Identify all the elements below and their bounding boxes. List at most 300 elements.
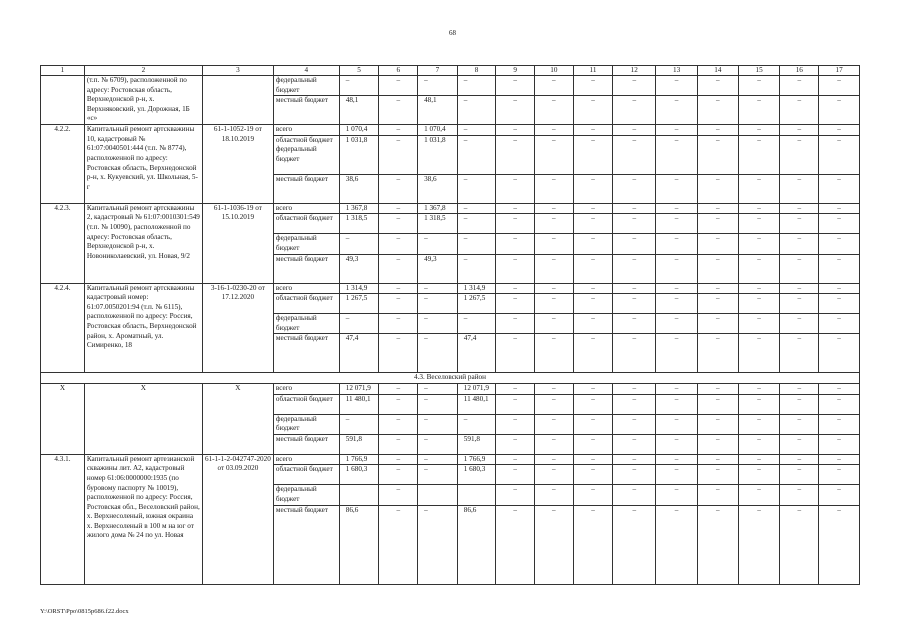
value-cell: –	[780, 434, 819, 454]
value-cell: –	[496, 96, 535, 125]
column-number-cell: 6	[379, 66, 418, 76]
value-cell: –	[535, 314, 574, 334]
value-cell: –	[656, 214, 698, 234]
value-cell: –	[738, 234, 780, 254]
column-number-cell: 12	[613, 66, 656, 76]
value-cell: –	[379, 505, 418, 584]
value-cell: –	[738, 76, 780, 96]
value-cell: –	[613, 505, 656, 584]
value-cell: –	[418, 334, 458, 373]
value-cell: –	[819, 135, 860, 174]
column-number-cell: 4	[273, 66, 339, 76]
value-cell: –	[418, 294, 458, 314]
budget-source-cell: федеральный бюджет	[273, 234, 339, 254]
value-cell: 11 480,1	[339, 394, 379, 414]
value-cell: 12 071,9	[457, 383, 496, 394]
value-cell: –	[819, 434, 860, 454]
value-cell: 86,6	[339, 505, 379, 584]
header-row	[41, 66, 860, 76]
value-cell: –	[819, 214, 860, 234]
budget-source-cell: местный бюджет	[273, 174, 339, 203]
value-cell: –	[496, 203, 535, 214]
value-cell: –	[613, 135, 656, 174]
document-reference: 61-1-1-2-042747-2020 от 03.09.2020	[202, 454, 273, 584]
value-cell: –	[697, 254, 738, 283]
value-cell: –	[613, 465, 656, 485]
value-cell: –	[780, 485, 819, 505]
value-cell: 38,6	[418, 174, 458, 203]
value-cell: –	[819, 283, 860, 294]
value-cell: –	[535, 294, 574, 314]
value-cell: –	[573, 314, 613, 334]
value-cell: –	[535, 485, 574, 505]
value-cell	[418, 485, 458, 505]
value-cell: –	[738, 254, 780, 283]
value-cell: –	[573, 465, 613, 485]
value-cell: –	[656, 505, 698, 584]
column-number-cell: 1	[41, 66, 85, 76]
value-cell: –	[573, 505, 613, 584]
value-cell: –	[496, 283, 535, 294]
value-cell: –	[780, 283, 819, 294]
value-cell: –	[656, 254, 698, 283]
value-cell: 49,3	[418, 254, 458, 283]
column-number-cell: 17	[819, 66, 860, 76]
budget-table	[40, 65, 860, 585]
value-cell: –	[780, 174, 819, 203]
value-cell: –	[457, 203, 496, 214]
document-reference: 61-1-1052-19 от 18.10.2019	[202, 125, 273, 204]
value-cell: –	[379, 76, 418, 96]
value-cell: –	[457, 254, 496, 283]
value-cell: –	[697, 234, 738, 254]
value-cell: –	[379, 434, 418, 454]
value-cell: –	[613, 394, 656, 414]
value-cell: 1 031,8	[418, 135, 458, 174]
budget-source-cell: местный бюджет	[273, 505, 339, 584]
value-cell: –	[418, 465, 458, 485]
value-cell: –	[535, 203, 574, 214]
item-number: 4.2.3.	[41, 203, 85, 283]
value-cell: –	[535, 465, 574, 485]
budget-source-cell	[273, 135, 339, 174]
value-cell: –	[819, 254, 860, 283]
value-cell: –	[379, 314, 418, 334]
value-cell: –	[738, 434, 780, 454]
value-cell: –	[339, 414, 379, 434]
value-cell: –	[697, 203, 738, 214]
value-cell: –	[613, 234, 656, 254]
value-cell: –	[738, 283, 780, 294]
value-cell: –	[496, 394, 535, 414]
value-cell: 1 267,5	[457, 294, 496, 314]
value-cell: –	[379, 454, 418, 465]
value-cell: –	[379, 125, 418, 136]
table-row	[41, 76, 860, 96]
value-cell: –	[379, 283, 418, 294]
value-cell: –	[819, 294, 860, 314]
value-cell: –	[780, 454, 819, 465]
value-cell: –	[457, 125, 496, 136]
value-cell: –	[457, 414, 496, 434]
value-cell: –	[656, 485, 698, 505]
value-cell: –	[379, 135, 418, 174]
value-cell: –	[656, 135, 698, 174]
value-cell: –	[780, 96, 819, 125]
value-cell: –	[697, 485, 738, 505]
value-cell: –	[697, 465, 738, 485]
column-number-cell: 3	[202, 66, 273, 76]
value-cell: –	[819, 485, 860, 505]
value-cell: –	[613, 214, 656, 234]
budget-source-extra: федеральный бюджет	[275, 145, 317, 163]
value-cell: –	[819, 465, 860, 485]
item-number: 4.3.1.	[41, 454, 85, 584]
budget-source-cell: местный бюджет	[273, 96, 339, 125]
budget-source-cell: всего	[273, 454, 339, 465]
budget-source-label: областной бюджет	[275, 135, 333, 144]
value-cell: 1 367,8	[418, 203, 458, 214]
value-cell: 591,8	[457, 434, 496, 454]
budget-source-cell: всего	[273, 125, 339, 136]
column-number-cell: 15	[738, 66, 780, 76]
value-cell	[457, 485, 496, 505]
value-cell: –	[535, 505, 574, 584]
value-cell: –	[418, 314, 458, 334]
column-number-cell: 7	[418, 66, 458, 76]
value-cell: –	[738, 414, 780, 434]
value-cell: –	[535, 125, 574, 136]
document-reference: 3-16-1-0230-20 от 17.12.2020	[202, 283, 273, 373]
value-cell: –	[819, 234, 860, 254]
value-cell: –	[496, 414, 535, 434]
value-cell: –	[656, 283, 698, 294]
value-cell: –	[780, 505, 819, 584]
value-cell: –	[535, 214, 574, 234]
value-cell: –	[379, 383, 418, 394]
value-cell: –	[573, 214, 613, 234]
value-cell: –	[379, 214, 418, 234]
column-number-cell: 8	[457, 66, 496, 76]
x-mark: Х	[84, 383, 202, 454]
value-cell: –	[738, 394, 780, 414]
value-cell: –	[535, 135, 574, 174]
value-cell: –	[379, 414, 418, 434]
value-cell: 1 766,9	[339, 454, 379, 465]
value-cell: 11 480,1	[457, 394, 496, 414]
value-cell: –	[656, 414, 698, 434]
value-cell: –	[738, 96, 780, 125]
table-cell	[41, 76, 85, 125]
value-cell: –	[780, 465, 819, 485]
value-cell: –	[738, 334, 780, 373]
budget-source-cell: всего	[273, 203, 339, 214]
value-cell: –	[418, 234, 458, 254]
value-cell: –	[457, 76, 496, 96]
value-cell: –	[496, 454, 535, 465]
value-cell: –	[496, 434, 535, 454]
budget-source-cell: федеральный бюджет	[273, 485, 339, 505]
value-cell: –	[573, 334, 613, 373]
value-cell: –	[780, 203, 819, 214]
value-cell: –	[738, 485, 780, 505]
value-cell: 12 071,9	[339, 383, 379, 394]
value-cell: 47,4	[339, 334, 379, 373]
value-cell: –	[656, 465, 698, 485]
value-cell: –	[819, 203, 860, 214]
item-number: 4.2.4.	[41, 283, 85, 373]
value-cell: –	[780, 314, 819, 334]
value-cell: 1 766,9	[457, 454, 496, 465]
value-cell: –	[697, 314, 738, 334]
value-cell: –	[656, 234, 698, 254]
column-number-cell: 11	[573, 66, 613, 76]
value-cell: –	[738, 454, 780, 465]
value-cell: –	[535, 434, 574, 454]
value-cell: –	[613, 485, 656, 505]
value-cell: –	[613, 76, 656, 96]
value-cell: –	[780, 383, 819, 394]
value-cell: –	[613, 434, 656, 454]
budget-source-cell: всего	[273, 383, 339, 394]
table-row	[41, 125, 860, 136]
value-cell: –	[379, 485, 418, 505]
value-cell: –	[738, 174, 780, 203]
value-cell: 1 318,5	[418, 214, 458, 234]
value-cell: 38,6	[339, 174, 379, 203]
value-cell: 1 070,4	[339, 125, 379, 136]
column-number-cell: 2	[84, 66, 202, 76]
value-cell: –	[379, 174, 418, 203]
value-cell: 1 367,8	[339, 203, 379, 214]
value-cell	[339, 485, 379, 505]
value-cell: –	[697, 334, 738, 373]
value-cell: –	[613, 254, 656, 283]
value-cell: –	[535, 383, 574, 394]
value-cell: –	[535, 283, 574, 294]
value-cell: –	[780, 294, 819, 314]
value-cell: –	[535, 414, 574, 434]
table-row	[41, 383, 860, 394]
value-cell: 1 031,8	[339, 135, 379, 174]
value-cell: –	[535, 394, 574, 414]
value-cell: 1 314,9	[339, 283, 379, 294]
value-cell: –	[697, 505, 738, 584]
item-number: 4.2.2.	[41, 125, 85, 204]
value-cell: –	[738, 125, 780, 136]
budget-source-cell: федеральный бюджет	[273, 76, 339, 96]
column-number-cell: 14	[697, 66, 738, 76]
value-cell: –	[535, 254, 574, 283]
value-cell: –	[496, 234, 535, 254]
value-cell: –	[457, 234, 496, 254]
value-cell: –	[573, 174, 613, 203]
value-cell: –	[573, 203, 613, 214]
value-cell: 1 680,3	[339, 465, 379, 485]
value-cell: –	[573, 283, 613, 294]
value-cell: 48,1	[418, 96, 458, 125]
value-cell: –	[780, 254, 819, 283]
value-cell: 1 267,5	[339, 294, 379, 314]
section-row	[41, 373, 860, 384]
value-cell: –	[496, 125, 535, 136]
column-number-cell: 10	[535, 66, 574, 76]
object-description: Капитальный ремонт артскважины кадастровый номер: 61:07.0050201:94 (т.п. № 6115), расположенной по адресу: Россия, Ростовская область, Верхнедонской район, х. Ароматный, ул. Симиренко, 18	[84, 283, 202, 373]
value-cell: –	[457, 135, 496, 174]
table-cell	[202, 76, 273, 125]
value-cell: –	[656, 454, 698, 465]
value-cell: –	[496, 334, 535, 373]
value-cell: –	[418, 414, 458, 434]
section-heading: 4.3. Веселовский район	[41, 373, 860, 384]
value-cell: –	[573, 394, 613, 414]
value-cell: –	[535, 454, 574, 465]
value-cell: –	[379, 254, 418, 283]
value-cell: 1 318,5	[339, 214, 379, 234]
value-cell: –	[573, 485, 613, 505]
value-cell: –	[379, 334, 418, 373]
value-cell: –	[535, 234, 574, 254]
budget-source-cell: местный бюджет	[273, 434, 339, 454]
value-cell: –	[457, 174, 496, 203]
value-cell: –	[738, 294, 780, 314]
value-cell: –	[535, 174, 574, 203]
value-cell: –	[496, 485, 535, 505]
value-cell: –	[573, 234, 613, 254]
value-cell: –	[819, 383, 860, 394]
value-cell: –	[656, 394, 698, 414]
value-cell: –	[535, 334, 574, 373]
column-number-cell: 5	[339, 66, 379, 76]
value-cell: –	[656, 174, 698, 203]
value-cell: –	[418, 283, 458, 294]
value-cell: –	[738, 214, 780, 234]
object-description: Капитальный ремонт артскважины 10, кадастровый № 61:07:0040501:444 (т.п. № 8774), расположенной по адресу: Ростовская область, Верхнедонской р-н, х. Кукуевский, ул. Школьная, 5-г	[84, 125, 202, 204]
footer-file-path: Y:\ORST\Ppo\0815p686.f22.docx	[40, 608, 129, 615]
value-cell: –	[418, 383, 458, 394]
value-cell: –	[697, 383, 738, 394]
value-cell: –	[780, 125, 819, 136]
value-cell: –	[613, 96, 656, 125]
value-cell: –	[819, 414, 860, 434]
value-cell: –	[457, 314, 496, 334]
budget-source-cell: областной бюджет	[273, 465, 339, 485]
value-cell: –	[573, 135, 613, 174]
value-cell: –	[573, 414, 613, 434]
object-description: (т.п. № 6709), расположенной по адресу: Ростовская область, Верхнедонской р-н, х. Верхняковский, ул. Дорожная, 1Б «с»	[84, 76, 202, 125]
value-cell: –	[339, 314, 379, 334]
value-cell: –	[496, 135, 535, 174]
value-cell: –	[613, 125, 656, 136]
value-cell: –	[613, 174, 656, 203]
value-cell: 1 680,3	[457, 465, 496, 485]
value-cell: –	[573, 254, 613, 283]
x-mark: Х	[202, 383, 273, 454]
value-cell: –	[613, 414, 656, 434]
value-cell: –	[780, 334, 819, 373]
value-cell: –	[496, 254, 535, 283]
value-cell: 1 070,4	[418, 125, 458, 136]
value-cell: –	[535, 76, 574, 96]
value-cell: –	[379, 234, 418, 254]
value-cell: –	[613, 203, 656, 214]
value-cell: 48,1	[339, 96, 379, 125]
value-cell: –	[656, 434, 698, 454]
value-cell: –	[496, 505, 535, 584]
value-cell: –	[697, 125, 738, 136]
value-cell: 49,3	[339, 254, 379, 283]
value-cell: –	[379, 465, 418, 485]
value-cell: –	[573, 434, 613, 454]
value-cell: –	[379, 203, 418, 214]
value-cell: –	[613, 314, 656, 334]
value-cell: –	[613, 294, 656, 314]
value-cell: 86,6	[457, 505, 496, 584]
object-description: Капитальный ремонт артезианской скважины лит. А2, кадастровый номер 61:06:0000000:1935 (по буровому паспорту № 10019), расположенной по адресу: Россия, Ростовская обл., Веселовский район, х. Верхнесоленый, южная окраина х. Верхнесоленый в 100 м на юг от жилого дома № 24 по ул. Новая	[84, 454, 202, 584]
budget-source-cell: всего	[273, 283, 339, 294]
value-cell: –	[339, 234, 379, 254]
value-cell: –	[697, 394, 738, 414]
value-cell: 47,4	[457, 334, 496, 373]
value-cell: –	[819, 174, 860, 203]
value-cell: –	[738, 135, 780, 174]
value-cell: –	[697, 414, 738, 434]
value-cell: –	[496, 214, 535, 234]
budget-source-cell: местный бюджет	[273, 334, 339, 373]
value-cell: –	[819, 125, 860, 136]
value-cell: –	[457, 96, 496, 125]
value-cell: –	[573, 454, 613, 465]
value-cell: –	[379, 294, 418, 314]
table-row	[41, 203, 860, 214]
page-number: 68	[449, 29, 456, 37]
value-cell: –	[457, 214, 496, 234]
value-cell: –	[535, 96, 574, 125]
value-cell: –	[656, 314, 698, 334]
table-row	[41, 454, 860, 465]
value-cell: –	[656, 383, 698, 394]
value-cell: –	[496, 383, 535, 394]
value-cell: –	[819, 505, 860, 584]
value-cell: –	[496, 294, 535, 314]
value-cell: –	[819, 96, 860, 125]
value-cell: –	[418, 434, 458, 454]
value-cell: –	[697, 283, 738, 294]
value-cell: –	[738, 383, 780, 394]
object-description: Капитальный ремонт артскважины 2, кадастровый № 61:07:0010301:549 (т.п. № 10090), расположенной по адресу: Ростовская область, Верхнедонской р-н, х. Новониколаевский, ул. Новая, 9/2	[84, 203, 202, 283]
value-cell: –	[819, 454, 860, 465]
value-cell: –	[573, 125, 613, 136]
budget-source-cell: областной бюджет	[273, 214, 339, 234]
value-cell: –	[573, 76, 613, 96]
column-number-cell: 9	[496, 66, 535, 76]
value-cell: –	[573, 96, 613, 125]
value-cell: –	[819, 394, 860, 414]
value-cell: –	[418, 505, 458, 584]
value-cell: –	[780, 234, 819, 254]
column-number-cell: 16	[780, 66, 819, 76]
value-cell: –	[573, 383, 613, 394]
value-cell: –	[496, 76, 535, 96]
value-cell: 591,8	[339, 434, 379, 454]
value-cell: –	[379, 394, 418, 414]
value-cell: –	[697, 76, 738, 96]
x-mark: Х	[41, 383, 85, 454]
value-cell: –	[697, 294, 738, 314]
value-cell: –	[613, 454, 656, 465]
budget-source-cell: федеральный бюджет	[273, 414, 339, 434]
value-cell: –	[780, 135, 819, 174]
